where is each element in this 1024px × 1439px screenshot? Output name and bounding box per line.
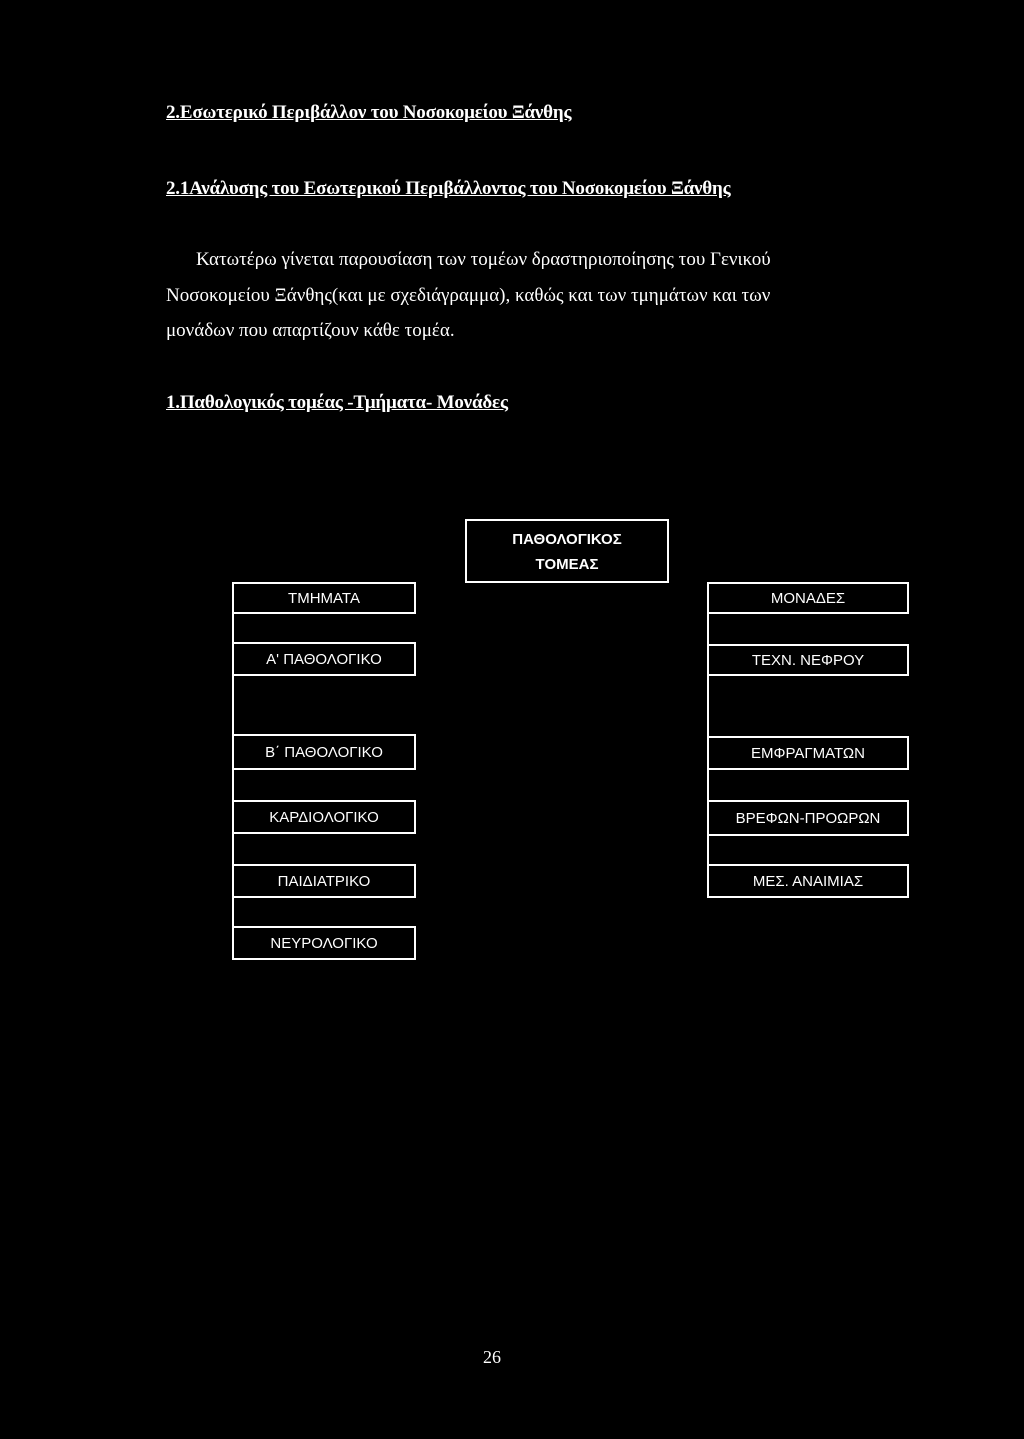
subsection-heading: 2.1Ανάλυσης του Εσωτερικού Περιβάλλοντος του Νοσοκομείου Ξάνθης	[166, 178, 731, 199]
unit-box	[707, 736, 909, 770]
root-line-2: ΤΟΜΕΑΣ	[535, 556, 599, 573]
unit-box	[707, 800, 909, 836]
unit-label: ΕΜΦΡΑΓΜΑΤΩΝ	[751, 744, 865, 762]
department-box	[232, 864, 416, 898]
department-label: ΚΑΡΔΙΟΛΟΓΙΚΟ	[269, 808, 379, 826]
intro-line-1: Κατωτέρω γίνεται παρουσίαση των τομέων δραστηριοποίησης του Γενικού	[196, 249, 771, 270]
department-box	[232, 926, 416, 960]
departments-header-box	[232, 582, 416, 614]
root-line-1: ΠΑΘΟΛΟΓΙΚΟΣ	[512, 531, 622, 548]
unit-label: ΒΡΕΦΩΝ-ΠΡΟΩΡΩΝ	[735, 809, 881, 827]
units-header-box	[707, 582, 909, 614]
unit-label: ΤΕΧΝ. ΝΕΦΡΟΥ	[751, 651, 865, 669]
root-sector-box	[465, 519, 669, 583]
unit-box	[707, 864, 909, 898]
intro-line-2: Νοσοκομείου Ξάνθης(και με σχεδιάγραμμα), καθώς και των τμημάτων και των	[166, 285, 771, 306]
department-label: Α' ΠΑΘΟΛΟΓΙΚΟ	[266, 650, 382, 668]
department-label: ΝΕΥΡΟΛΟΓΙΚΟ	[270, 934, 378, 952]
unit-box	[707, 644, 909, 676]
department-label: Β΄ ΠΑΘΟΛΟΓΙΚΟ	[265, 743, 383, 761]
page-number: 26	[483, 1347, 501, 1367]
department-label: ΠΑΙΔΙΑΤΡΙΚΟ	[277, 872, 371, 890]
departments-header-label: ΤΜΗΜΑΤΑ	[288, 589, 360, 607]
intro-line-3: μονάδων που απαρτίζουν κάθε τομέα.	[166, 320, 455, 341]
unit-label: ΜΕΣ. ΑΝΑΙΜΙΑΣ	[752, 872, 864, 890]
section-heading: 2.Εσωτερικό Περιβάλλον του Νοσοκομείου Ξάνθης	[166, 102, 572, 123]
department-box	[232, 642, 416, 676]
department-box	[232, 800, 416, 834]
units-header-label: ΜΟΝΑΔΕΣ	[770, 589, 846, 607]
department-box	[232, 734, 416, 770]
sector-heading: 1.Παθολογικός τομέας -Τμήματα- Μονάδες	[166, 392, 508, 413]
